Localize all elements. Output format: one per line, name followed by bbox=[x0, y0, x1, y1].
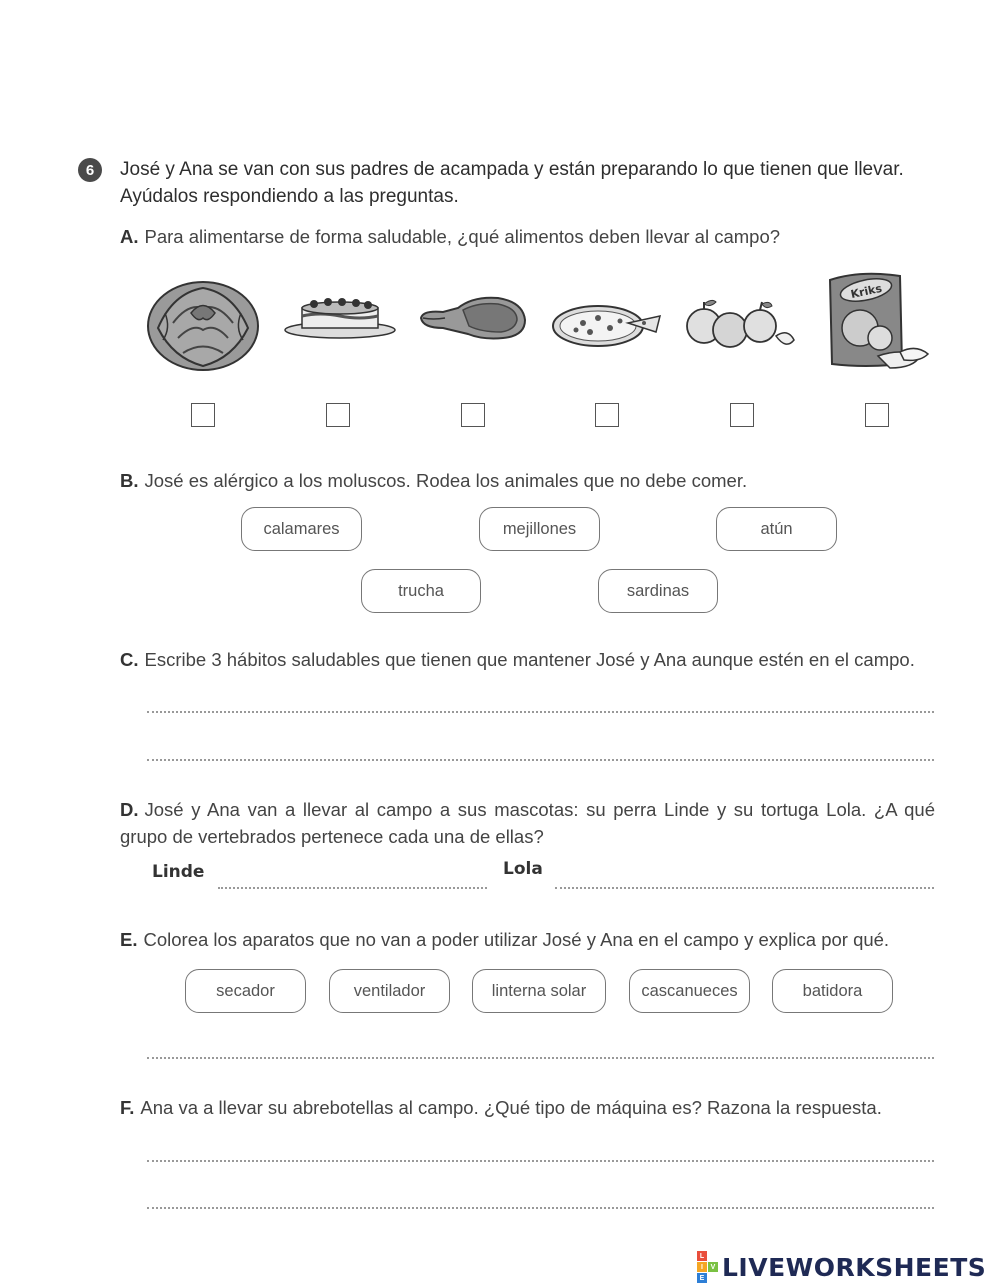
section-f-text: Ana va a llevar su abrebotellas al campo. ¿Qué tipo de máquina es? Razona la respuesta. bbox=[140, 1097, 882, 1118]
liveworksheets-logo bbox=[697, 1252, 986, 1282]
logo-letter: E bbox=[697, 1273, 707, 1283]
pizza-icon bbox=[548, 268, 668, 378]
checkbox-cake[interactable] bbox=[326, 403, 350, 427]
pet-label-lola: Lola bbox=[503, 859, 543, 879]
answer-line-f1[interactable] bbox=[147, 1160, 934, 1162]
section-d bbox=[120, 796, 935, 850]
section-e bbox=[120, 926, 940, 953]
checkbox-steak[interactable] bbox=[461, 403, 485, 427]
chips-brand-text: Kriks bbox=[849, 281, 884, 302]
device-option[interactable]: linterna solar bbox=[472, 969, 606, 1013]
checkbox-chips[interactable] bbox=[865, 403, 889, 427]
answer-line-f2[interactable] bbox=[147, 1207, 934, 1209]
chips-bag-icon bbox=[820, 268, 940, 378]
logo-letter: L bbox=[697, 1251, 707, 1261]
section-b-text: José es alérgico a los moluscos. Rodea los animales que no debe comer. bbox=[144, 470, 748, 491]
section-d-text: José y Ana van a llevar al campo a sus mascotas: su perra Linde y su tortuga Lola. ¿A qué grupo de vertebrados pertenece cada una de ellas? bbox=[120, 799, 935, 847]
section-b bbox=[120, 467, 940, 494]
device-option[interactable]: batidora bbox=[772, 969, 893, 1013]
section-b-letter: B. bbox=[120, 470, 139, 491]
steak-icon bbox=[413, 268, 533, 378]
section-e-letter: E. bbox=[120, 929, 138, 950]
answer-line-e[interactable] bbox=[147, 1057, 934, 1059]
section-d-letter: D. bbox=[120, 799, 139, 820]
apples-icon bbox=[682, 268, 802, 378]
answer-line-lola[interactable] bbox=[555, 887, 934, 889]
answer-line-linde[interactable] bbox=[218, 887, 487, 889]
device-option[interactable]: ventilador bbox=[329, 969, 450, 1013]
checkbox-pizza[interactable] bbox=[595, 403, 619, 427]
logo-text: LIVEWORKSHEETS bbox=[722, 1252, 987, 1282]
section-c-letter: C. bbox=[120, 649, 139, 670]
section-c-text: Escribe 3 hábitos saludables que tienen que mantener José y Ana aunque estén en el campo. bbox=[144, 649, 915, 670]
device-option[interactable]: secador bbox=[185, 969, 306, 1013]
logo-grid-icon bbox=[697, 1251, 718, 1283]
animal-option[interactable]: calamares bbox=[241, 507, 362, 551]
checkbox-lettuce[interactable] bbox=[191, 403, 215, 427]
section-f-letter: F. bbox=[120, 1097, 135, 1118]
checkbox-apples[interactable] bbox=[730, 403, 754, 427]
answer-line-c2[interactable] bbox=[147, 759, 934, 761]
animal-option[interactable]: mejillones bbox=[479, 507, 600, 551]
animal-option[interactable]: sardinas bbox=[598, 569, 718, 613]
section-a bbox=[120, 223, 940, 250]
logo-letter: I bbox=[697, 1262, 707, 1272]
section-e-text: Colorea los aparatos que no van a poder utilizar José y Ana en el campo y explica por qué. bbox=[143, 929, 890, 950]
question-intro: José y Ana se van con sus padres de acampada y están preparando lo que tienen que llevar. Ayúdalos respondiendo a las preguntas. bbox=[120, 159, 904, 207]
section-a-text: Para alimentarse de forma saludable, ¿qué alimentos deben llevar al campo? bbox=[144, 226, 781, 247]
pet-label-linde: Linde bbox=[152, 862, 205, 882]
animal-option[interactable]: atún bbox=[716, 507, 837, 551]
logo-letter: V bbox=[708, 1262, 718, 1272]
cake-icon bbox=[280, 268, 400, 378]
section-a-letter: A. bbox=[120, 226, 139, 247]
lettuce-icon bbox=[143, 268, 263, 378]
section-f bbox=[120, 1094, 940, 1121]
section-c bbox=[120, 646, 940, 673]
device-option[interactable]: cascanueces bbox=[629, 969, 750, 1013]
animal-option[interactable]: trucha bbox=[361, 569, 481, 613]
answer-line-c1[interactable] bbox=[147, 711, 934, 713]
question-number-badge: 6 bbox=[78, 158, 102, 182]
